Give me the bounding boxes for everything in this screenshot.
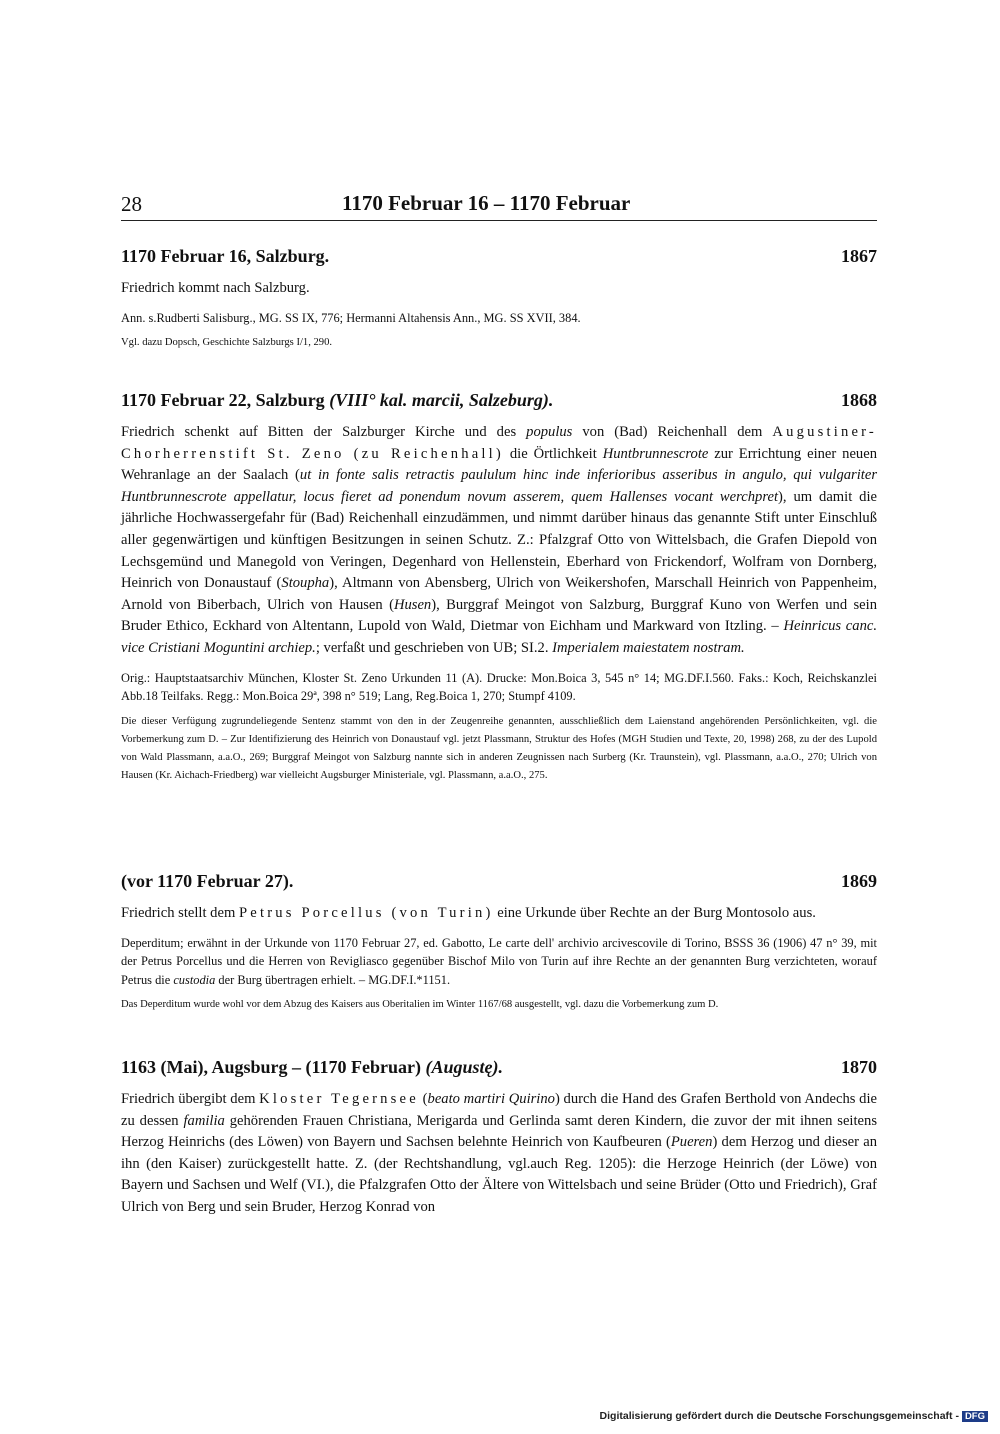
entry-1869 — [121, 871, 877, 1014]
entry-1868 — [121, 390, 877, 785]
regest-latin: familia — [183, 1112, 225, 1129]
entry-heading — [121, 871, 877, 895]
regest-part: zur Errichtung einer neuen Wehranlage an der Saalach ( — [121, 445, 878, 484]
entry-1870 — [121, 1057, 877, 1219]
source-references: Orig.: Hauptstaatsarchiv München, Kloster St. Zeno Urkunden 11 (A). Drucke: Mon.Boica 3, 545 n° 14; MG.DF.I.560. Faks.: Koch, Reichskanzlei Abb.18 Teilfaks. Regg.: Mon.Boica 29ª, 398 n° 519; Lang, Reg.Boica 1, 270; Stumpf 4109. — [121, 670, 877, 704]
entry-date: 1170 Februar 16, Salzburg. — [121, 246, 330, 266]
regest-latin: Pueren — [670, 1134, 713, 1151]
regest-part: Friedrich stellt dem — [121, 905, 239, 921]
regest-part: eine Urkunde über Rechte an der Burg Montosolo aus. — [493, 905, 816, 921]
source-part: Deperditum; erwähnt in der Urkunde von 1170 Februar 27, ed. Gabotto, Le carte dell' archivio arcivescovile di Torino, BSSS 36 (1906) 47 n° 39, mit der Petrus Porcellus und die Herren von Revigliasco gegenüber Bischof Milo von Turin auf ihre Rechte an der genannten Burg verzichteten, worauf Petrus die — [121, 935, 877, 987]
footer-text: Digitalisierung gefördert durch die Deutsche Forschungsgemeinschaft - — [599, 1410, 959, 1422]
recipient-spaced: Petrus Porcellus (von Turin) — [238, 905, 494, 921]
regest-text — [121, 422, 877, 660]
commentary: Die dieser Verfügung zugrundeliegende Sentenz stammt von den in der Zeugenreihe genannten, ausschließlich dem Laienstand angehörenden Persönlichkeiten, vgl. die Vorbemerkung zum D. – Zur Identifizierung des Heinrich von Donaustauf vgl. jetzt Plassmann, Struktur des Hofes (MGH Studien und Texte, 20, 1998) 268, zu der des Lupold von Wald Plassmann, a.a.O., 269; Burggraf Meingot von Salzburg nannte sich in anderen Zeugnissen nach Surberg (Kr. Traunstein), vgl. Plassmann, a.a.O., 270; Ulrich von Hausen (Kr. Aichach-Friedberg) war vielleicht Augsburger Ministeriale, vgl. Plassmann, a.a.O., 275. — [121, 715, 877, 781]
regest-latin: beato martiri Quirino — [427, 1091, 555, 1107]
regest-part: die Örtlichkeit — [503, 445, 603, 462]
entry-date-place: 1163 (Mai), Augsburg – (1170 Februar) — [121, 1057, 426, 1077]
regest-latin: Stoupha — [281, 575, 330, 592]
entry-heading — [121, 246, 877, 270]
regest-part: ), Burggraf Meingot von Salzburg, Burggraf Kuno von Werfen und sein Bruder Ethico, Eckhard von Altentann, Lupold von Wald, Dietmar von Eichham und Markward von Itzling. – — [121, 596, 878, 635]
entry-date — [121, 390, 553, 411]
regest-part: ), um damit die jährliche Hochwassergefahr für (Bad) Reichenhall einzudämmen, und nimmt darüber hinaus das genannte Stift unter Einschluß aller gegenwärtigen und künftigen Besitzungen in seinen Schutz. Z.: Pfalzgraf Otto von Wittelsbach, die Grafen Diepold von Lechsgemünd und Manegold von Veringen, Degenhard von Hellenstein, Eberhard von Frickendorf, Wolfram von Dornberg, Heinrich von Donaustauf ( — [121, 488, 878, 592]
regest-part: ) durch die Hand des Grafen Berthold von Andechs die zu dessen — [121, 1091, 878, 1129]
regest-latin: populus — [526, 424, 573, 440]
entry-date: (vor 1170 Februar 27). — [121, 871, 294, 891]
regest-text — [121, 903, 877, 925]
source-references: Ann. s.Rudberti Salisburg., MG. SS IX, 776; Hermanni Altahensis Ann., MG. SS XVII, 384. — [121, 310, 581, 325]
running-title: 1170 Februar 16 – 1170 Februar — [342, 191, 631, 215]
entry-number: 1869 — [841, 871, 877, 891]
commentary: Vgl. dazu Dopsch, Geschichte Salzburgs I/1, 290. — [121, 337, 333, 349]
entry-number: 1868 — [841, 390, 877, 410]
regest-part: ; verfaßt und geschrieben von UB; SI.2. — [315, 639, 553, 656]
regest-part: ), Altmann von Abensberg, Ulrich von Weikershofen, Marschall Heinrich von Pappenheim, Arnold von Biberbach, Ulrich von Hausen ( — [121, 575, 878, 613]
regest-part: von (Bad) Reichenhall dem — [572, 424, 773, 440]
dfg-logo: DFG — [962, 1411, 988, 1422]
entry-number: 1870 — [841, 1057, 877, 1077]
regest-text — [121, 1089, 877, 1219]
entry-1867 — [121, 246, 877, 352]
page-number: 28 — [121, 192, 142, 216]
entry-heading — [121, 390, 877, 414]
source-part: der Burg übertragen erhielt. – MG.DF.I.*1151. — [215, 972, 451, 987]
entry-date-original: (VIII° kal. marcii, Salzeburg). — [329, 390, 554, 410]
regest-latin: Imperialem maiestatem nostram. — [552, 639, 745, 656]
regest-latin: ut in fonte salis retractis paululum hinc inde inferioribus asseribus in angulo, qui vulgariter Huntbrunnescrote appellatur, locus fieret ad ponendum novum asserem, quem Hallenses vocant werchpret — [121, 467, 877, 505]
regest-latin: Huntbrunnescrote — [602, 445, 709, 462]
regest-latin: Husen — [393, 596, 432, 613]
footer-credit — [600, 1410, 988, 1422]
regest-part: Friedrich übergibt dem — [121, 1091, 260, 1107]
source-latin: custodia — [173, 972, 216, 987]
regest-text: Friedrich kommt nach Salzburg. — [121, 280, 310, 296]
recipient-spaced: Augustiner-Chorherrenstift St. Zeno (zu Reichenhall) — [121, 424, 877, 462]
regest-part: ) dem Herzog und dieser an ihn (den Kaiser) zurückgestellt hatte. Z. (der Rechtshandlung, vgl.auch Reg. 1205): die Herzoge Heinrich (der Löwe) von Bayern und Sachsen und Welf (VI.), die Pfalzgrafen Otto der Ältere von Wittelsbach und seine Brüder (Otto und Friedrich), Graf Ulrich von Berg und sein Bruder, Herzog Konrad von — [121, 1134, 877, 1215]
regest-latin: Heinricus canc. vice Cristiani Moguntini archiep. — [121, 618, 878, 656]
regest-part: gehörenden Frauen Christiana, Merigarda und Gerlinda samt deren Kindern, die zuvor der mit ihnen seitens Herzog Heinrichs (des Löwen) von Bayern und Sachsen belehnte Heinrich von Kaufbeuren ( — [121, 1112, 877, 1151]
source-references — [121, 934, 877, 990]
entry-number: 1867 — [841, 246, 877, 266]
commentary: Das Deperditum wurde wohl vor dem Abzug des Kaisers aus Oberitalien im Winter 1167/68 ausgestellt, vgl. dazu die Vorbemerkung zum D. — [121, 999, 719, 1011]
recipient-spaced: Kloster Tegernsee — [259, 1091, 419, 1107]
regest-part: ( — [418, 1091, 428, 1107]
entry-date-original: (Augustę). — [425, 1057, 504, 1077]
entry-heading — [121, 1057, 877, 1081]
entry-date-place: 1170 Februar 22, Salzburg — [121, 390, 330, 410]
entry-date — [121, 1057, 503, 1078]
page-header — [121, 190, 877, 221]
regest-part: Friedrich schenkt auf Bitten der Salzburger Kirche und des — [121, 424, 527, 440]
